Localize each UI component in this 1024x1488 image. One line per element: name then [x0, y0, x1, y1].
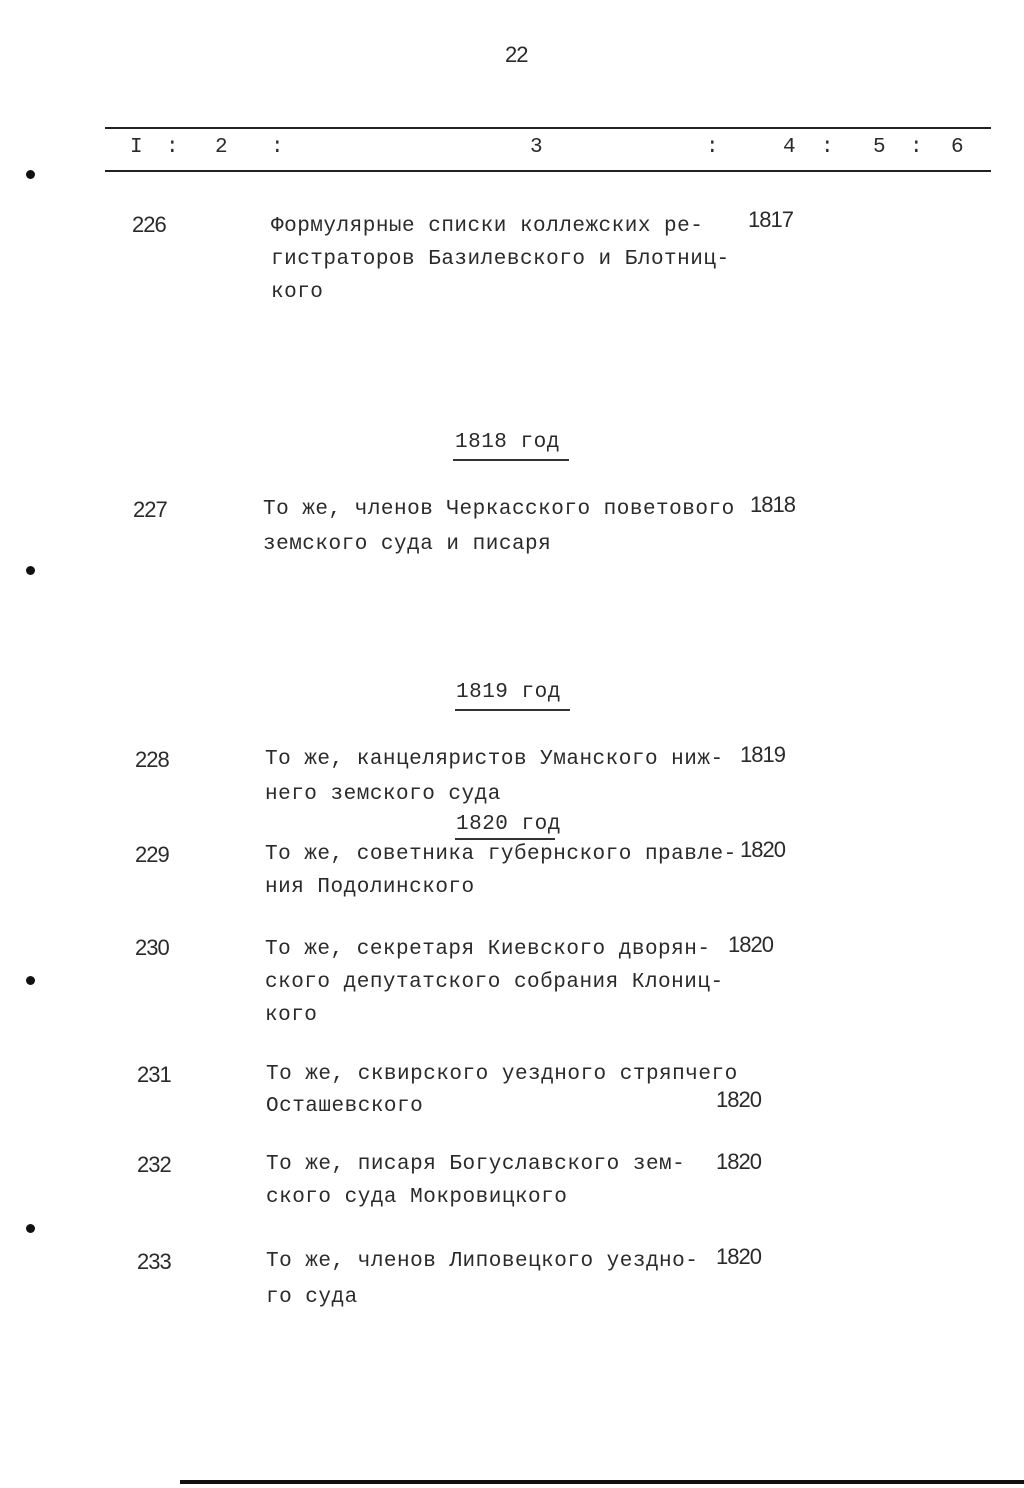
- item-text: го суда: [266, 1286, 358, 1309]
- item-text: Формулярные списки коллежских ре-: [271, 215, 704, 238]
- header-sep: :: [166, 136, 180, 159]
- item-number: 231: [137, 1062, 171, 1087]
- item-number: 228: [135, 747, 169, 772]
- item-number: 229: [135, 842, 169, 867]
- header-sep: :: [910, 136, 924, 159]
- header-col-5: 5: [873, 136, 887, 159]
- item-year: 1820: [716, 1244, 761, 1269]
- item-year: 1820: [728, 932, 773, 957]
- scan-bottom-edge: [180, 1480, 1024, 1484]
- header-rule-top: [105, 127, 991, 129]
- item-text: кого: [265, 1004, 318, 1027]
- item-number: 230: [135, 935, 169, 960]
- heading-underline: [455, 838, 555, 840]
- item-number: 227: [133, 497, 167, 522]
- item-year: 1820: [716, 1149, 761, 1174]
- header-col-3: 3: [530, 136, 544, 159]
- item-number: 233: [137, 1249, 171, 1274]
- punch-hole-mark: [26, 1224, 35, 1233]
- section-heading: 1819 год: [456, 681, 561, 704]
- item-number: 232: [137, 1152, 171, 1177]
- punch-hole-mark: [26, 170, 35, 179]
- punch-hole-mark: [26, 566, 35, 575]
- header-col-6: 6: [951, 136, 965, 159]
- item-text: То же, канцеляристов Уманского ниж-: [265, 748, 724, 771]
- section-heading: 1818 год: [455, 431, 560, 454]
- item-text: кого: [271, 281, 324, 304]
- item-text: То же, сквирского уездного стряпчего: [266, 1063, 738, 1086]
- item-text: ния Подолинского: [265, 876, 475, 899]
- header-col-2: 2: [215, 136, 229, 159]
- item-text: То же, советника губернского правле-: [265, 843, 737, 866]
- header-col-1: I: [130, 136, 144, 159]
- section-heading: 1820 год: [456, 813, 561, 836]
- item-text: гистраторов Базилевского и Блотниц-: [271, 248, 730, 271]
- item-year: 1819: [740, 742, 785, 767]
- item-text: То же, членов Черкасского поветового: [263, 498, 735, 521]
- page-number: 22: [505, 42, 528, 67]
- item-year: 1820: [716, 1087, 761, 1112]
- item-year: 1820: [740, 837, 785, 862]
- item-number: 226: [132, 212, 166, 237]
- item-text: То же, писаря Богуславского зем-: [266, 1153, 686, 1176]
- item-text: То же, членов Липовецкого уездно-: [266, 1250, 699, 1273]
- item-text: Осташевского: [266, 1095, 424, 1118]
- heading-underline: [453, 459, 569, 461]
- punch-hole-mark: [26, 976, 35, 985]
- item-text: То же, секретаря Киевского дворян-: [265, 938, 711, 961]
- item-year: 1818: [750, 492, 795, 517]
- item-text: ского суда Мокровицкого: [266, 1186, 568, 1209]
- header-sep: :: [271, 136, 285, 159]
- header-sep: :: [706, 136, 720, 159]
- item-text: земского суда и писаря: [263, 533, 552, 556]
- heading-underline: [455, 709, 570, 711]
- item-text: него земского суда: [265, 783, 501, 806]
- header-col-4: 4: [783, 136, 797, 159]
- item-year: 1817: [748, 207, 793, 232]
- header-rule-bottom: [105, 170, 991, 172]
- item-text: ского депутатского собрания Клониц-: [265, 971, 724, 994]
- header-sep: :: [821, 136, 835, 159]
